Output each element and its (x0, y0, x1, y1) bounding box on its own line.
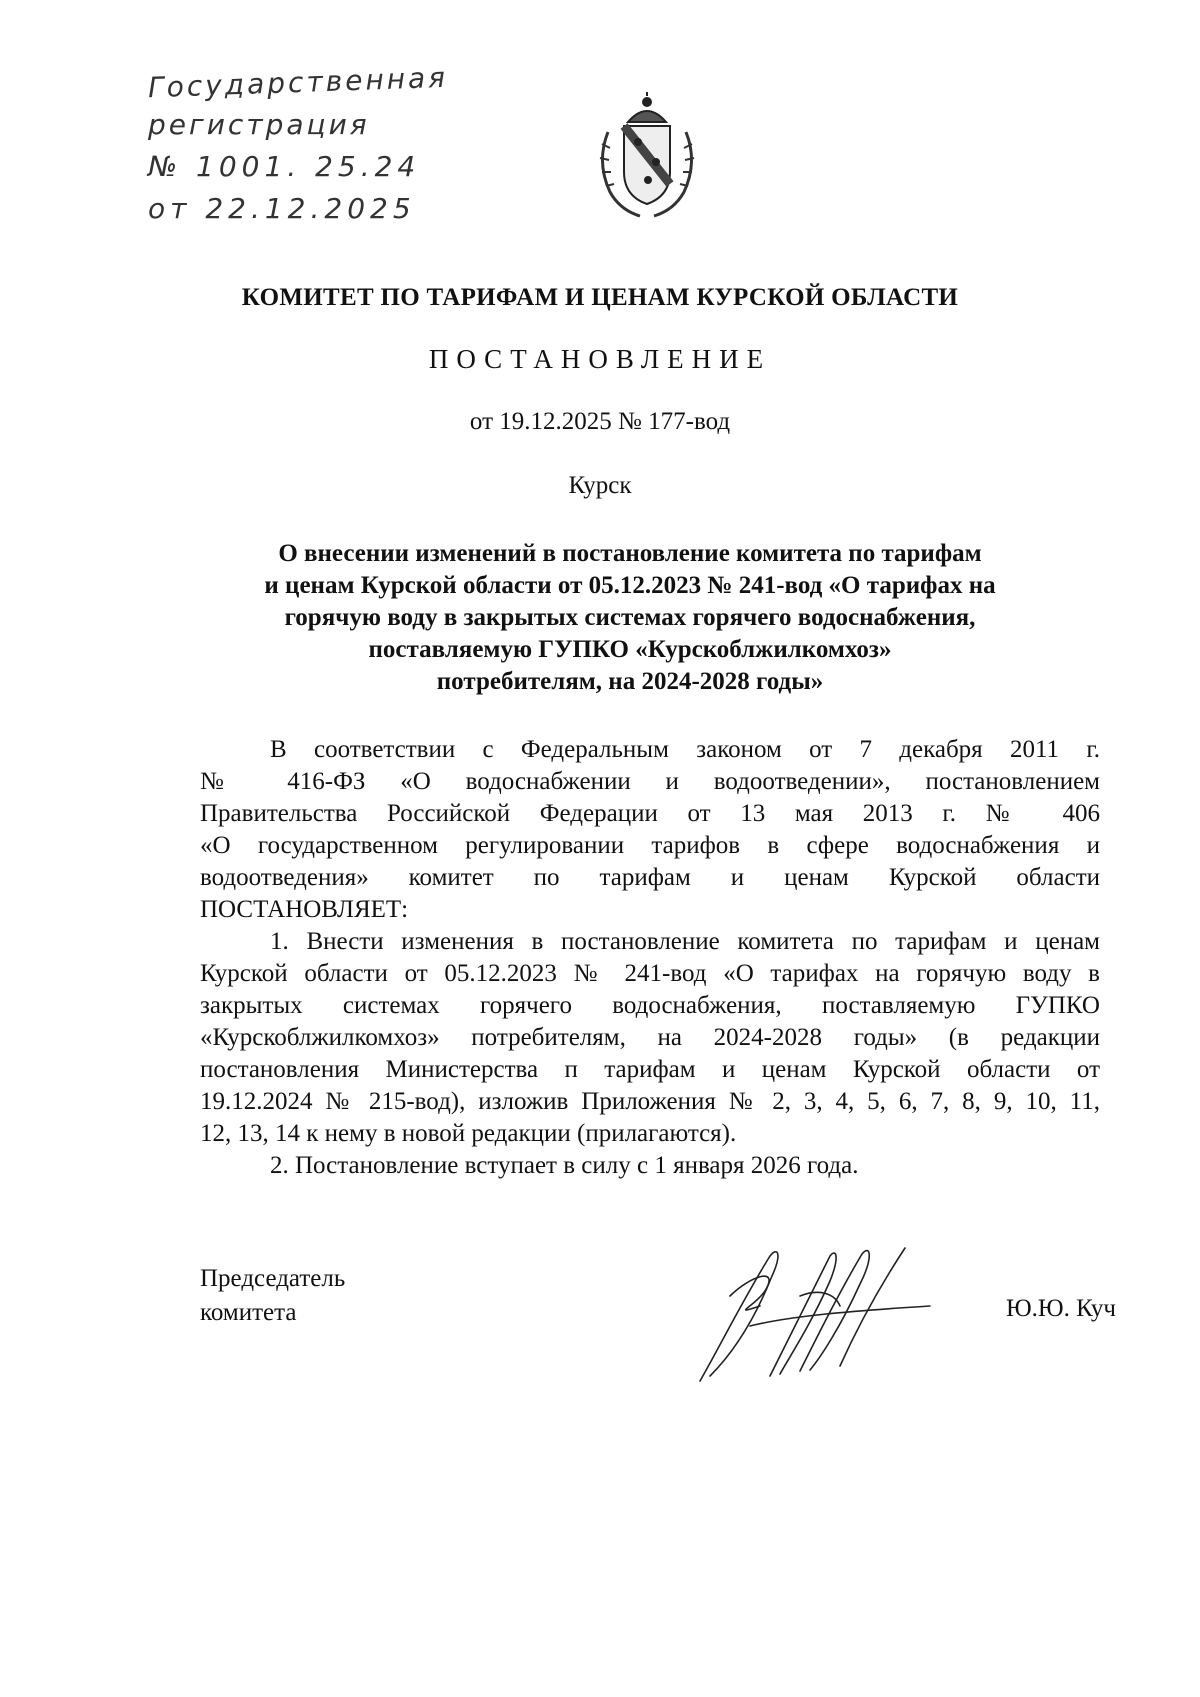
preamble-line: Правительства Российской Федерации от 13 мая 2013 г. № 406 (200, 800, 1100, 827)
signer-position (200, 1262, 345, 1330)
preamble-line: «О государственном регулировании тарифов в сфере водоснабжения и (200, 832, 1100, 859)
signer-name: Ю.Ю. Куч (1005, 1295, 1116, 1322)
document-type: ПОСТАНОВЛЕНИЕ (428, 344, 772, 374)
handwritten-signature (690, 1236, 940, 1386)
item-1-line: закрытых системах горячего водоснабжения, поставляемую ГУПКО (200, 992, 1100, 1019)
subject-line: О внесении изменений в постановление комитета по тарифам (278, 540, 982, 567)
preamble-line: № 416-ФЗ «О водоснабжении и водоотведении», постановлением (200, 768, 1100, 795)
document-body (200, 734, 1100, 1182)
subject-line: поставляемую ГУПКО «Курскоблжилкомхоз» (368, 636, 892, 663)
item-1-line: 19.12.2024 № 215-вод), изложив Приложения № 2, 3, 4, 5, 6, 7, 8, 9, 10, 11, (200, 1088, 1100, 1115)
signer-position-line: Председатель (200, 1265, 346, 1292)
preamble-line: водоотведения» комитет по тарифам и ценам Курской области (200, 864, 1100, 891)
coat-of-arms-emblem (590, 92, 704, 222)
signer-position-line: комитета (200, 1299, 297, 1326)
registration-note-line: Государственная (147, 60, 449, 105)
item-1-line: 12, 13, 14 к нему в новой редакции (прилагаются). (200, 1120, 737, 1147)
registration-note-line: регистрация (148, 108, 370, 141)
preamble-line: ПОСТАНОВЛЯЕТ: (200, 896, 409, 923)
item-1-line: Курской области от 05.12.2023 № 241-вод «О тарифах на горячую воду в (200, 960, 1100, 987)
subject-line: и ценам Курской области от 05.12.2023 № 241-вод «О тарифах на (264, 572, 996, 599)
registration-note (148, 62, 448, 230)
registration-note-number: № 1001. 25.24 (148, 150, 421, 183)
item-2-line: 2. Постановление вступает в силу с 1 января 2026 года. (270, 1152, 859, 1179)
subject-line: горячую воду в закрытых системах горячего водоснабжения, (284, 604, 976, 631)
document-subject (200, 538, 1060, 698)
registration-note-date: от 22.12.2025 (148, 192, 416, 225)
organization-title: КОМИТЕТ ПО ТАРИФАМ И ЦЕНАМ КУРСКОЙ ОБЛАСТИ (241, 284, 959, 311)
item-1-line: «Курскоблжилкомхоз» потребителям, на 2024-2028 годы» (в редакции (200, 1024, 1100, 1051)
document-date-number: от 19.12.2025 № 177-вод (469, 408, 731, 435)
subject-line: потребителям, на 2024-2028 годы» (436, 668, 824, 695)
item-1-line: постановления Министерства п тарифам и ценам Курской области от (200, 1056, 1100, 1083)
item-1-line: 1. Внести изменения в постановление комитета по тарифам и ценам (270, 928, 1100, 955)
document-city: Курск (568, 472, 632, 499)
preamble-line: В соответствии с Федеральным законом от 7 декабря 2011 г. (270, 736, 1100, 763)
